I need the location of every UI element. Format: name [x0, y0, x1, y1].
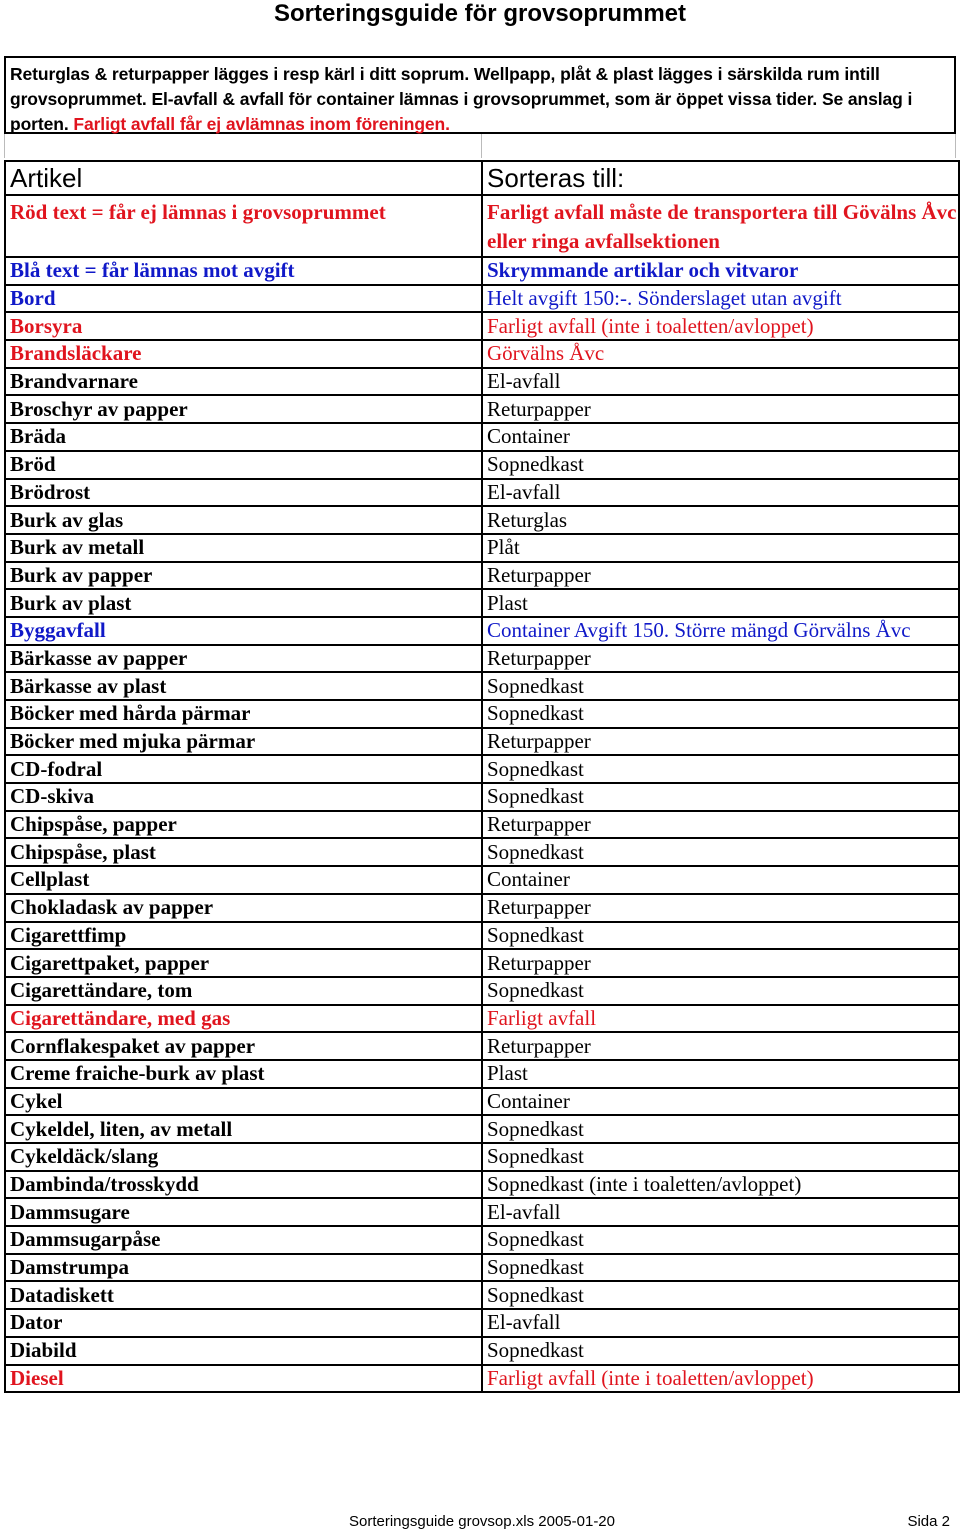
- table-row: [5, 395, 959, 423]
- article-cell: Borsyra: [5, 312, 482, 340]
- table-row: [5, 285, 959, 313]
- legend-blue-sort: Skrymmande artiklar och vitvaror: [482, 257, 959, 285]
- footer-page-number: Sida 2: [907, 1513, 950, 1530]
- sort-cell: Plåt: [482, 534, 959, 562]
- table-row: [5, 949, 959, 977]
- table-row: [5, 368, 959, 396]
- sorting-table: [4, 160, 960, 1393]
- article-cell: Böcker med hårda pärmar: [5, 700, 482, 728]
- article-cell: Chokladask av papper: [5, 894, 482, 922]
- sort-cell: Sopnedkast: [482, 977, 959, 1005]
- table-row: [5, 340, 959, 368]
- article-cell: Cigarettändare, tom: [5, 977, 482, 1005]
- sort-cell: Sopnedkast: [482, 1281, 959, 1309]
- table-row: [5, 838, 959, 866]
- article-cell: Dammsugarpåse: [5, 1226, 482, 1254]
- article-cell: Dator: [5, 1309, 482, 1337]
- empty-grid-row: [4, 134, 956, 158]
- sort-cell: Farligt avfall (inte i toaletten/avloppet): [482, 312, 959, 340]
- article-cell: Cigarettfimp: [5, 922, 482, 950]
- sort-cell: Sopnedkast (inte i toaletten/avloppet): [482, 1171, 959, 1199]
- article-cell: Cornflakespaket av papper: [5, 1032, 482, 1060]
- sort-cell: Plast: [482, 589, 959, 617]
- article-cell: Burk av plast: [5, 589, 482, 617]
- article-cell: Datadiskett: [5, 1281, 482, 1309]
- article-cell: Böcker med mjuka pärmar: [5, 728, 482, 756]
- table-row: [5, 672, 959, 700]
- sort-cell: Farligt avfall: [482, 1005, 959, 1033]
- warning-text: Farligt avfall får ej avlämnas inom föreningen.: [73, 114, 450, 134]
- article-cell: Brandsläckare: [5, 340, 482, 368]
- sort-cell: Container Avgift 150. Större mängd Görvälns Åvc: [482, 617, 959, 645]
- article-cell: Creme fraiche-burk av plast: [5, 1060, 482, 1088]
- table-row: [5, 1143, 959, 1171]
- legend-row-red: [5, 195, 959, 257]
- article-cell: Bröd: [5, 451, 482, 479]
- table-row: [5, 1226, 959, 1254]
- article-cell: Diabild: [5, 1337, 482, 1365]
- sort-cell: Sopnedkast: [482, 755, 959, 783]
- article-cell: Dambinda/trosskydd: [5, 1171, 482, 1199]
- legend-row-blue: [5, 257, 959, 285]
- table-row: [5, 1309, 959, 1337]
- sort-cell: El-avfall: [482, 479, 959, 507]
- sort-cell: El-avfall: [482, 1309, 959, 1337]
- article-cell: Brödrost: [5, 479, 482, 507]
- article-cell: Broschyr av papper: [5, 395, 482, 423]
- sort-cell: Sopnedkast: [482, 451, 959, 479]
- table-row: [5, 977, 959, 1005]
- sort-cell: Sopnedkast: [482, 922, 959, 950]
- table-row: [5, 783, 959, 811]
- table-row: [5, 534, 959, 562]
- table-row: [5, 811, 959, 839]
- legend-red-article: Röd text = får ej lämnas i grovsoprummet: [5, 195, 482, 257]
- table-row: [5, 1060, 959, 1088]
- sort-cell: Helt avgift 150:-. Sönderslaget utan avgift: [482, 285, 959, 313]
- article-cell: Damstrumpa: [5, 1254, 482, 1282]
- sort-cell: Container: [482, 866, 959, 894]
- sort-cell: Sopnedkast: [482, 1254, 959, 1282]
- page-title: Sorteringsguide för grovsoprummet: [273, 0, 687, 27]
- sort-cell: Sopnedkast: [482, 1337, 959, 1365]
- table-row: [5, 700, 959, 728]
- table-row: [5, 922, 959, 950]
- article-cell: Cellplast: [5, 866, 482, 894]
- sort-cell: Plast: [482, 1060, 959, 1088]
- header-article: Artikel: [5, 161, 482, 195]
- sort-cell: Returpapper: [482, 728, 959, 756]
- table-row: [5, 728, 959, 756]
- sort-cell: Returpapper: [482, 645, 959, 673]
- article-cell: Cykel: [5, 1088, 482, 1116]
- table-row: [5, 1115, 959, 1143]
- sort-cell: Returpapper: [482, 562, 959, 590]
- article-cell: Cykeldel, liten, av metall: [5, 1115, 482, 1143]
- article-cell: Burk av glas: [5, 506, 482, 534]
- table-row: [5, 479, 959, 507]
- sort-cell: Returpapper: [482, 894, 959, 922]
- table-row: [5, 506, 959, 534]
- article-cell: Cigarettändare, med gas: [5, 1005, 482, 1033]
- article-cell: Burk av papper: [5, 562, 482, 590]
- footer-filename: Sorteringsguide grovsop.xls 2005-01-20: [349, 1513, 615, 1530]
- table-row: [5, 1005, 959, 1033]
- article-cell: Diesel: [5, 1365, 482, 1393]
- table-row: [5, 451, 959, 479]
- article-cell: Byggavfall: [5, 617, 482, 645]
- table-row: [5, 423, 959, 451]
- legend-red-sort: Farligt avfall måste de transportera till Gövälns Åvc eller ringa avfallsektionen: [482, 195, 959, 257]
- table-row: [5, 1088, 959, 1116]
- legend-blue-article: Blå text = får lämnas mot avgift: [5, 257, 482, 285]
- sort-cell: El-avfall: [482, 1198, 959, 1226]
- table-row: [5, 755, 959, 783]
- article-cell: CD-fodral: [5, 755, 482, 783]
- article-cell: Chipspåse, plast: [5, 838, 482, 866]
- sort-cell: Returpapper: [482, 395, 959, 423]
- table-row: [5, 312, 959, 340]
- sort-cell: El-avfall: [482, 368, 959, 396]
- info-text: Returglas & returpapper lägges i resp kärl i ditt soprum. Wellpapp, plåt & plast lägges i särskilda rum intill grovsoprummet. El-avfall & avfall för container lämnas i grovsoprummet, som är öppet vissa tider. Se anslag i porten.: [10, 64, 913, 134]
- sort-cell: Container: [482, 423, 959, 451]
- table-row: [5, 617, 959, 645]
- sort-cell: Returpapper: [482, 949, 959, 977]
- info-box: [4, 56, 956, 134]
- table-row: [5, 866, 959, 894]
- article-cell: Bärkasse av plast: [5, 672, 482, 700]
- table-row: [5, 1281, 959, 1309]
- article-cell: Brandvarnare: [5, 368, 482, 396]
- table-row: [5, 589, 959, 617]
- article-cell: Cigarettpaket, papper: [5, 949, 482, 977]
- article-cell: Burk av metall: [5, 534, 482, 562]
- sort-cell: Sopnedkast: [482, 1115, 959, 1143]
- table-row: [5, 1365, 959, 1393]
- sort-cell: Sopnedkast: [482, 783, 959, 811]
- sort-cell: Returglas: [482, 506, 959, 534]
- sort-cell: Returpapper: [482, 1032, 959, 1060]
- sort-cell: Sopnedkast: [482, 672, 959, 700]
- sort-cell: Sopnedkast: [482, 1226, 959, 1254]
- table-row: [5, 1254, 959, 1282]
- sort-cell: Sopnedkast: [482, 1143, 959, 1171]
- table-row: [5, 562, 959, 590]
- article-cell: Cykeldäck/slang: [5, 1143, 482, 1171]
- table-row: [5, 1198, 959, 1226]
- article-cell: Bord: [5, 285, 482, 313]
- article-cell: Dammsugare: [5, 1198, 482, 1226]
- table-row: [5, 894, 959, 922]
- header-sort: Sorteras till:: [482, 161, 959, 195]
- sort-cell: Sopnedkast: [482, 838, 959, 866]
- article-cell: Bräda: [5, 423, 482, 451]
- sort-cell: Returpapper: [482, 811, 959, 839]
- page-footer: [0, 1512, 960, 1531]
- sort-cell: Sopnedkast: [482, 700, 959, 728]
- sort-cell: Farligt avfall (inte i toaletten/avloppet): [482, 1365, 959, 1393]
- sort-cell: Görvälns Åvc: [482, 340, 959, 368]
- article-cell: Bärkasse av papper: [5, 645, 482, 673]
- table-row: [5, 1032, 959, 1060]
- table-header-row: [5, 161, 959, 195]
- article-cell: CD-skiva: [5, 783, 482, 811]
- table-row: [5, 1171, 959, 1199]
- table-row: [5, 645, 959, 673]
- sort-cell: Container: [482, 1088, 959, 1116]
- article-cell: Chipspåse, papper: [5, 811, 482, 839]
- table-row: [5, 1337, 959, 1365]
